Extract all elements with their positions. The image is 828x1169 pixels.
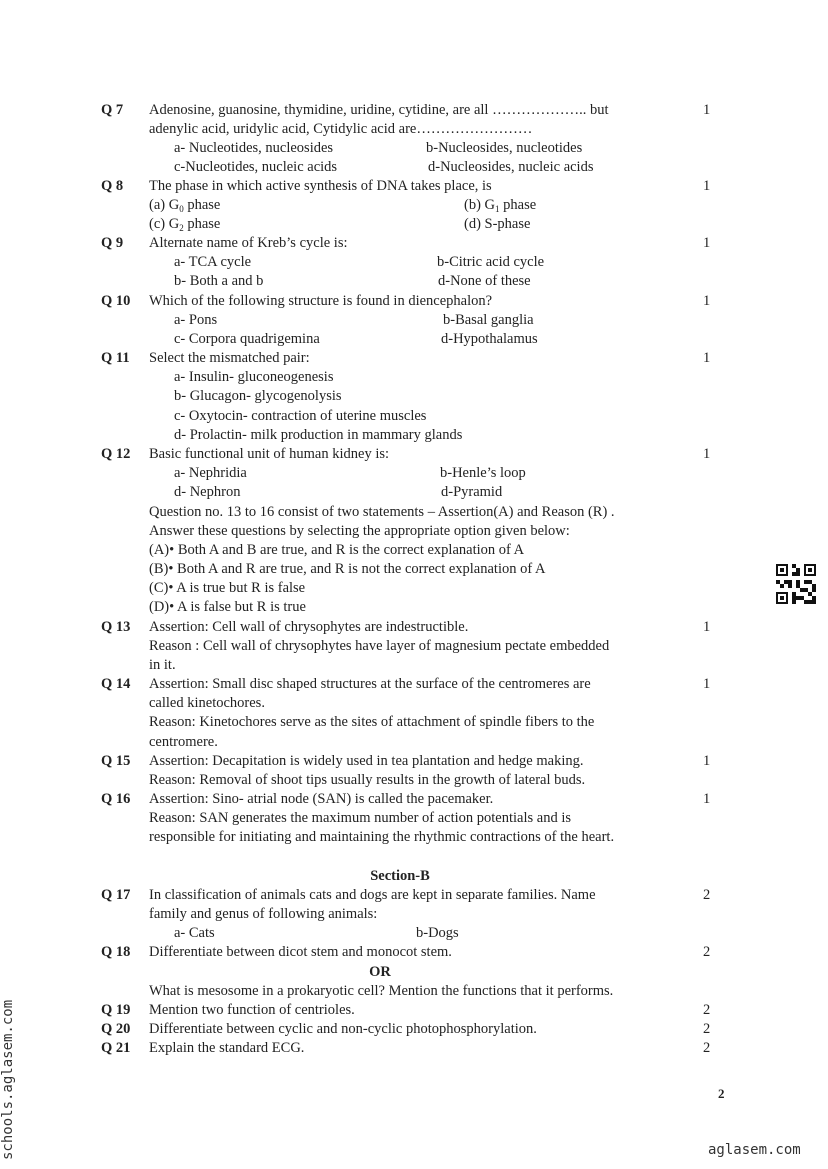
question-number: Q 17 <box>101 887 131 903</box>
question-text: Differentiate between dicot stem and monocot stem. <box>149 944 452 960</box>
question-text: Adenosine, guanosine, thymidine, uridine, cytidine, are all ……………….. but <box>149 102 609 118</box>
question-number: Q 9 <box>101 235 124 251</box>
question-number: Q 15 <box>101 753 131 769</box>
assertion-text: Assertion: Decapitation is widely used in tea plantation and hedge making. <box>149 753 584 769</box>
reason-text: Reason: SAN generates the maximum number of action potentials and is <box>149 810 572 826</box>
instruction-line: (A)• Both A and B are true, and R is the correct explanation of A <box>149 542 525 558</box>
question-number: Q 11 <box>101 350 130 366</box>
option-d: (d) S-phase <box>464 216 531 232</box>
marks: 1 <box>703 293 711 309</box>
marks: 1 <box>703 619 711 635</box>
instruction-line: (B)• Both A and R are true, and R is not the correct explanation of A <box>149 561 546 577</box>
option-a: (a) $G_0$ phase <box>149 197 221 214</box>
option: a- Nucleotides, nucleosides <box>174 140 334 156</box>
marks: 1 <box>703 102 711 118</box>
question-text: Alternate name of Kreb’s cycle is: <box>149 235 348 251</box>
question-text: Explain the standard ECG. <box>149 1040 305 1056</box>
assertion-text: Assertion: Small disc shaped structures at the surface of the centromeres are <box>149 676 591 692</box>
question-number: Q 12 <box>101 446 131 462</box>
question-text: The phase in which active synthesis of DNA takes place, is <box>149 178 492 194</box>
marks: 1 <box>703 235 711 251</box>
marks: 2 <box>703 887 711 903</box>
question-text: family and genus of following animals: <box>149 906 378 922</box>
option: b- Glucagon- glycogenolysis <box>174 388 342 404</box>
question-number: Q 13 <box>101 619 131 635</box>
reason-text: in it. <box>149 657 176 673</box>
question-number: Q 18 <box>101 944 131 960</box>
option: b-Basal ganglia <box>443 312 534 328</box>
question-number: Q 21 <box>101 1040 131 1056</box>
reason-text: Reason: Kinetochores serve as the sites of attachment of spindle fibers to the <box>149 714 595 730</box>
option: a- Pons <box>174 312 218 328</box>
marks: 2 <box>703 1040 711 1056</box>
assertion-text: Assertion: Sino- atrial node (SAN) is called the pacemaker. <box>149 791 494 807</box>
marks: 1 <box>703 791 711 807</box>
side-watermark: schools.aglasem.com <box>0 999 16 1160</box>
reason-text: Reason: Removal of shoot tips usually results in the growth of lateral buds. <box>149 772 586 788</box>
option: b- Both a and b <box>174 273 264 289</box>
footer-watermark: aglasem.com <box>708 1142 801 1158</box>
option: d-None of these <box>438 273 531 289</box>
option: b-Dogs <box>416 925 459 941</box>
option: a- Nephridia <box>174 465 247 481</box>
marks: 1 <box>703 446 711 462</box>
marks: 1 <box>703 753 711 769</box>
question-number: Q 14 <box>101 676 131 692</box>
question-number: Q 7 <box>101 102 124 118</box>
question-number: Q 8 <box>101 178 124 194</box>
question-number: Q 10 <box>101 293 131 309</box>
question-text: In classification of animals cats and dogs are kept in separate families. Name <box>149 887 596 903</box>
question-text: adenylic acid, uridylic acid, Cytidylic acid are…………………… <box>149 121 533 137</box>
question-text: Which of the following structure is found in diencephalon? <box>149 293 493 309</box>
question-number: Q 20 <box>101 1021 131 1037</box>
option: b-Nucleosides, nucleotides <box>426 140 583 156</box>
option: d-Pyramid <box>441 484 503 500</box>
marks: 1 <box>703 178 711 194</box>
reason-text: Reason : Cell wall of chrysophytes have layer of magnesium pectate embedded <box>149 638 610 654</box>
question-text: Basic functional unit of human kidney is: <box>149 446 390 462</box>
option: c-Nucleotides, nucleic acids <box>174 159 338 175</box>
instruction-line: Answer these questions by selecting the appropriate option given below: <box>149 523 570 539</box>
question-number: Q 16 <box>101 791 131 807</box>
instruction-line: (D)• A is false but R is true <box>149 599 306 615</box>
option: a- Insulin- gluconeogenesis <box>174 369 334 385</box>
qr-code-icon <box>776 564 816 604</box>
option: d- Nephron <box>174 484 241 500</box>
option: c- Oxytocin- contraction of uterine muscles <box>174 408 427 424</box>
reason-text: responsible for initiating and maintaining the rhythmic contractions of the heart. <box>149 829 615 845</box>
or-divider: OR <box>369 964 391 980</box>
option: d-Hypothalamus <box>441 331 538 347</box>
option: d- Prolactin- milk production in mammary glands <box>174 427 463 443</box>
marks: 1 <box>703 350 711 366</box>
option-b: (b) $G_1$ phase <box>464 197 537 214</box>
assertion-text: called kinetochores. <box>149 695 265 711</box>
instruction-line: Question no. 13 to 16 consist of two statements – Assertion(A) and Reason (R) . <box>149 504 615 520</box>
marks: 1 <box>703 676 711 692</box>
assertion-text: Assertion: Cell wall of chrysophytes are indestructible. <box>149 619 469 635</box>
option-c: (c) $G_2$ phase <box>149 216 221 233</box>
marks: 2 <box>703 944 711 960</box>
option: b-Henle’s loop <box>440 465 526 481</box>
question-text: Differentiate between cyclic and non-cyclic photophosphorylation. <box>149 1021 537 1037</box>
marks: 2 <box>703 1002 711 1018</box>
question-text: Mention two function of centrioles. <box>149 1002 355 1018</box>
option: a- Cats <box>174 925 215 941</box>
section-heading: Section-B <box>370 868 430 884</box>
question-text: Select the mismatched pair: <box>149 350 310 366</box>
option: b-Citric acid cycle <box>437 254 545 270</box>
option: d-Nucleosides, nucleic acids <box>428 159 594 175</box>
question-number: Q 19 <box>101 1002 131 1018</box>
reason-text: centromere. <box>149 734 218 750</box>
instruction-line: (C)• A is true but R is false <box>149 580 306 596</box>
option: c- Corpora quadrigemina <box>174 331 320 347</box>
marks: 2 <box>703 1021 711 1037</box>
page-number: 2 <box>718 1086 725 1101</box>
option: a- TCA cycle <box>174 254 252 270</box>
question-text: What is mesosome in a prokaryotic cell? Mention the functions that it performs. <box>149 983 614 999</box>
